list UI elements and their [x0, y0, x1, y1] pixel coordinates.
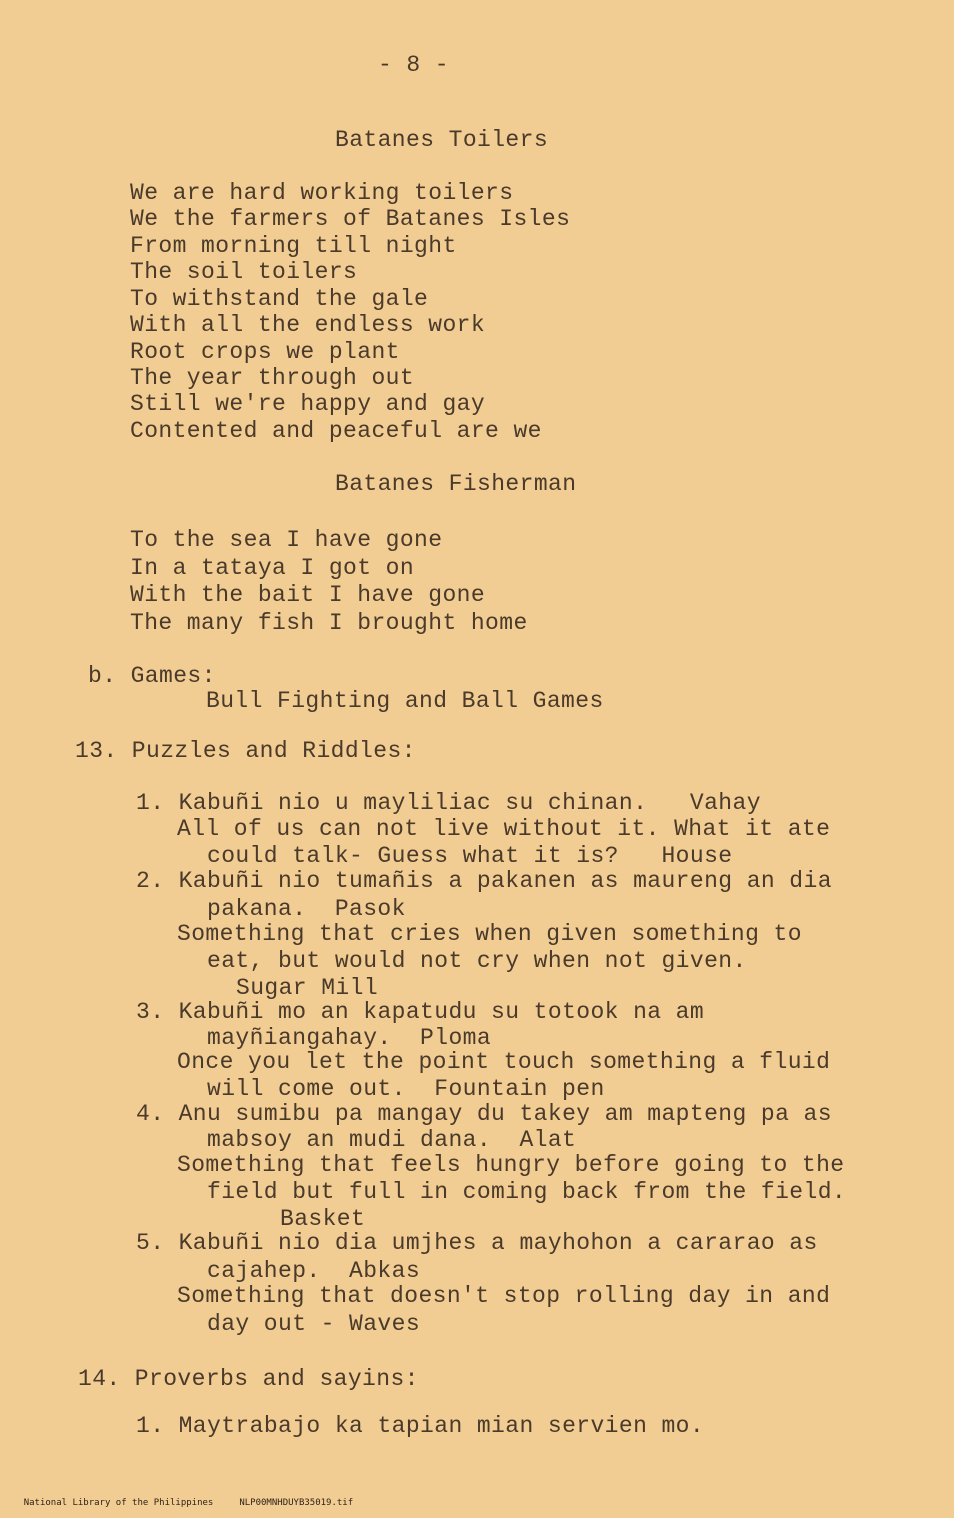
poem-line: To the sea I have gone: [130, 527, 443, 553]
poem-line: From morning till night: [130, 233, 457, 259]
riddle-line: field but full in coming back from the field.: [207, 1179, 847, 1205]
section-heading-riddles: 13. Puzzles and Riddles:: [75, 738, 416, 764]
riddle-line: 3. Kabuñi mo an kapatudu su totook na am: [136, 999, 705, 1025]
poem-line: With the bait I have gone: [130, 582, 486, 608]
riddle-line: Basket: [280, 1206, 366, 1232]
poem-line: We are hard working toilers: [130, 180, 514, 206]
poem-line: Contented and peaceful are we: [130, 418, 542, 444]
poem-line: To withstand the gale: [130, 286, 429, 312]
riddle-line: mabsoy an mudi dana. Alat: [207, 1127, 577, 1153]
scan-footer: [2, 1488, 379, 1518]
riddle-line: could talk- Guess what it is? House: [207, 843, 733, 869]
page-number: - 8 -: [378, 52, 450, 78]
poem-line: Root crops we plant: [130, 339, 400, 365]
riddle-line: Something that feels hungry before going to the: [177, 1152, 845, 1178]
riddle-line: Sugar Mill: [236, 975, 379, 1001]
poem-title: Batanes Toilers: [335, 127, 549, 153]
scan-filename: NLP00MNHDUYB35019.tif: [239, 1498, 354, 1508]
poem-line: In a tataya I got on: [130, 555, 415, 581]
riddle-line: day out - Waves: [207, 1311, 421, 1337]
riddle-line: will come out. Fountain pen: [207, 1076, 605, 1102]
games-text: Bull Fighting and Ball Games: [206, 688, 604, 714]
poem-line: The year through out: [130, 365, 415, 391]
poem-line: With all the endless work: [130, 312, 486, 338]
riddle-line: 1. Kabuñi nio u mayliliac su chinan. Vahay: [136, 790, 761, 816]
riddle-line: 2. Kabuñi nio tumañis a pakanen as maureng an dia: [136, 868, 832, 894]
riddle-line: eat, but would not cry when not given.: [207, 948, 747, 974]
poem-line: Still we're happy and gay: [130, 391, 486, 417]
riddle-line: cajahep. Abkas: [207, 1258, 421, 1284]
library-credit: National Library of the Philippines: [23, 1498, 214, 1508]
riddle-line: mayñiangahay. Ploma: [207, 1025, 492, 1051]
riddle-line: 5. Kabuñi nio dia umjhes a mayhohon a cararao as: [136, 1230, 818, 1256]
poem-line: The soil toilers: [130, 259, 358, 285]
poem-line: The many fish I brought home: [130, 610, 528, 636]
riddle-line: Something that doesn't stop rolling day in and: [177, 1283, 831, 1309]
riddle-line: All of us can not live without it. What it ate: [177, 816, 831, 842]
riddle-line: pakana. Pasok: [207, 896, 406, 922]
riddle-line: Once you let the point touch something a fluid: [177, 1049, 831, 1075]
riddle-line: Something that cries when given something to: [177, 921, 802, 947]
section-heading-proverbs: 14. Proverbs and sayins:: [78, 1366, 419, 1392]
poem-title: Batanes Fisherman: [335, 471, 577, 497]
proverb-line: 1. Maytrabajo ka tapian mian servien mo.: [136, 1413, 705, 1439]
poem-line: We the farmers of Batanes Isles: [130, 206, 571, 232]
section-heading-games: b. Games:: [88, 663, 216, 689]
riddle-line: 4. Anu sumibu pa mangay du takey am mapteng pa as: [136, 1101, 832, 1127]
